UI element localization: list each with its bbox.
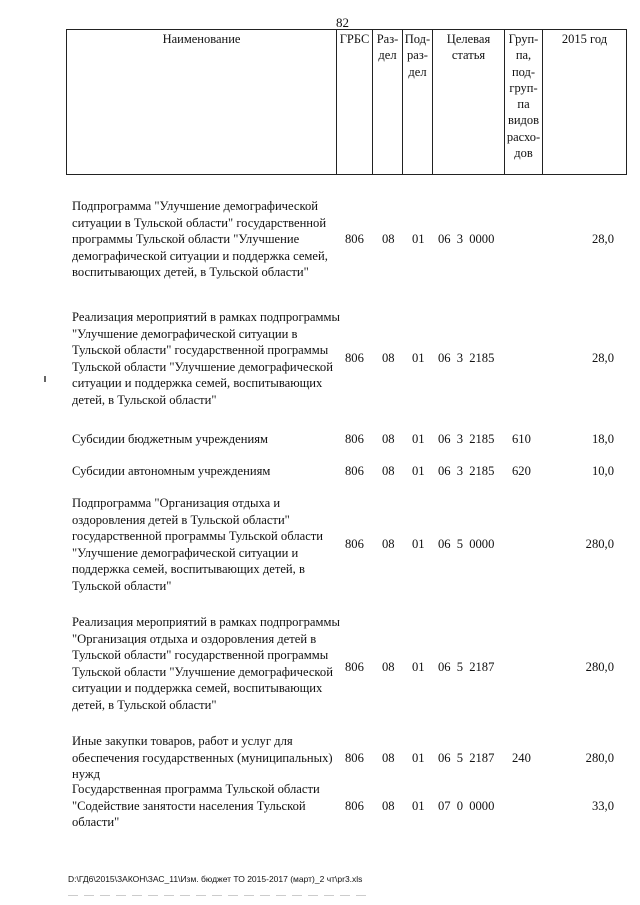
row-podrazdel: 01 [412, 432, 425, 446]
row-razdel: 08 [382, 464, 395, 478]
row-name: Государственная программа Тульской области "Содействие занятости населения Тульской области" [72, 782, 320, 829]
row-grbs: 806 [345, 751, 364, 765]
row-podrazdel: 01 [412, 799, 425, 813]
row-razdel: 08 [382, 537, 395, 551]
row-razdel: 08 [382, 799, 395, 813]
row-podrazdel: 01 [412, 660, 425, 674]
row-podrazdel: 01 [412, 464, 425, 478]
row-code: 06 3 2185 [438, 351, 495, 365]
header-razdel: Раз-дел [373, 30, 403, 175]
row-razdel: 08 [382, 432, 395, 446]
row-code: 06 3 2185 [438, 464, 495, 478]
row-grbs: 806 [345, 351, 364, 365]
row-group: 610 [512, 432, 531, 446]
page-number: 82 [336, 15, 349, 30]
row-podrazdel: 01 [412, 232, 425, 246]
row-razdel: 08 [382, 751, 395, 765]
row-amount: 18,0 [591, 432, 614, 446]
row-razdel: 08 [382, 232, 395, 246]
row-name: Субсидии бюджетным учреждениям [72, 432, 268, 446]
header-year: 2015 год [543, 30, 627, 175]
header-name: Наименование [67, 30, 337, 175]
row-amount: 28,0 [591, 232, 614, 246]
table-header [66, 29, 627, 175]
row-name: Иные закупки товаров, работ и услуг для обеспечения государственных (муниципальных) нужд [72, 734, 333, 781]
row-grbs: 806 [345, 799, 364, 813]
row-name: Реализация мероприятий в рамках подпрограммы "Организация отдыха и оздоровления детей в Тульской области" государственной программы Тульской области "Улучшение демографической ситуации и поддержка семей, воспитывающих детей, в Тульской области" [72, 615, 340, 712]
row-razdel: 08 [382, 660, 395, 674]
row-podrazdel: 01 [412, 537, 425, 551]
row-name: Субсидии автономным учреждениям [72, 464, 271, 478]
row-code: 06 5 2187 [438, 751, 495, 765]
row-name: Реализация мероприятий в рамках подпрограммы "Улучшение демографической ситуации в Тульской области" государственной программы Тульской области "Улучшение демографической ситуации и поддержка семей, воспитывающих детей, в Тульской области" [72, 310, 340, 407]
row-grbs: 806 [345, 537, 364, 551]
row-grbs: 806 [345, 660, 364, 674]
row-code: 06 5 2187 [438, 660, 495, 674]
scan-artifact [44, 376, 46, 382]
row-amount: 280,0 [585, 751, 614, 765]
header-group: Груп-па, под-груп-па видов расхо-дов [505, 30, 543, 175]
row-podrazdel: 01 [412, 751, 425, 765]
row-amount: 280,0 [585, 660, 614, 674]
row-code: 06 5 0000 [438, 537, 495, 551]
row-code: 07 0 0000 [438, 799, 495, 813]
scan-artifact-line [68, 895, 368, 896]
row-amount: 28,0 [591, 351, 614, 365]
row-amount: 10,0 [591, 464, 614, 478]
row-grbs: 806 [345, 432, 364, 446]
file-path-footer: D:\ГД6\2015\ЗАКОН\ЗАС_11\Изм. бюджет ТО 2015-2017 (март)_2 чт\pr3.xls [68, 874, 363, 884]
header-grbs: ГРБС [337, 30, 373, 175]
header-target: Целевая статья [433, 30, 505, 175]
header-podrazdel: Под-раз-дел [403, 30, 433, 175]
row-group: 240 [512, 751, 531, 765]
row-name: Подпрограмма "Организация отдыха и оздоровления детей в Тульской области" государственной программы Тульской области "Улучшение демографической ситуации и поддержка семей, воспитывающих детей, в Тульской области" [72, 496, 324, 593]
row-name: Подпрограмма "Улучшение демографической ситуации в Тульской области" государственной программы Тульской области "Улучшение демографической ситуации и поддержка семей, воспитывающих детей, в Тульской области" [72, 199, 328, 279]
row-razdel: 08 [382, 351, 395, 365]
row-grbs: 806 [345, 232, 364, 246]
row-code: 06 3 0000 [438, 232, 495, 246]
row-amount: 33,0 [591, 799, 614, 813]
row-amount: 280,0 [585, 537, 614, 551]
row-group: 620 [512, 464, 531, 478]
row-code: 06 3 2185 [438, 432, 495, 446]
row-podrazdel: 01 [412, 351, 425, 365]
row-grbs: 806 [345, 464, 364, 478]
